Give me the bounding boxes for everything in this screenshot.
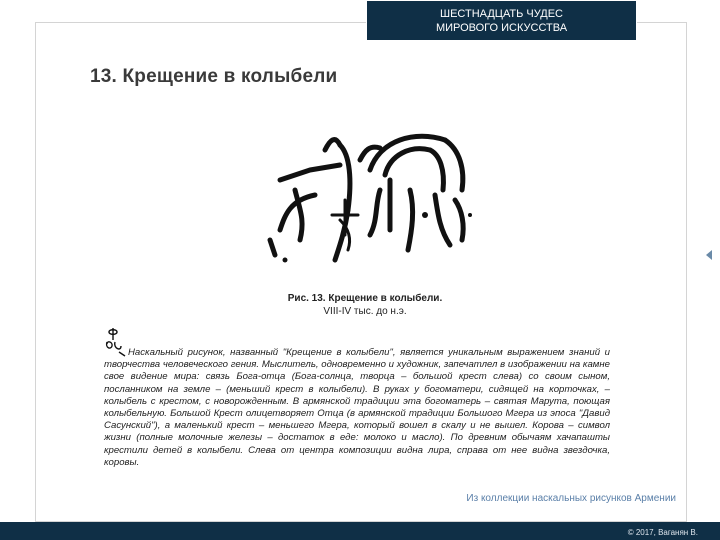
slide-title: 13. Крещение в колыбели xyxy=(90,66,338,87)
collection-note: Из коллекции наскальных рисунков Армении xyxy=(466,493,676,504)
figure-caption xyxy=(250,292,480,318)
caption-title: Рис. 13. Крещение в колыбели. xyxy=(287,293,443,304)
copyright-text: © 2017, Ваганян В. xyxy=(627,528,698,537)
caption-date: VIII-IV тыс. до н.э. xyxy=(323,306,407,317)
header-line-1: ШЕСТНАДЦАТЬ ЧУДЕС xyxy=(440,8,563,20)
description-paragraph: Наскальный рисунок, названный "Крещение в колыбели", является уникальным выражением знаний и творчества человеческого гения. Мыслитель, одновременно и художник, запечатлел в изображении на камне свое видение мира: связь Бога-отца (Бога-солнца, творца – большой крест слева) со своим сыном, посланником на земле – (меньший крест в колыбели). В руках у богоматери, сидящей на корточках, – колыбель с крестом, с новорожденным. В армянской традиции эта богоматерь – святая Марута, поющая колыбельную. Большой Крест олицетворяет Отца (в армянской традиции Большого Мгера из эпоса "Давид Сасунский"), а маленький крест – меньшего Мгера, который вошел в скалу и не вышел. Корова – символ жизни (полные молочные железы – достаток в еде: молоко и масло). По древним обычаям хачапашты крестили детей в колыбели. Слева от центра композиции видна лира, справа от нее видна звездочка, коровы. xyxy=(104,347,610,468)
nav-arrow-icon[interactable] xyxy=(706,250,712,260)
header-line-2: МИРОВОГО ИСКУССТВА xyxy=(435,22,568,34)
petroglyph-illustration xyxy=(240,120,480,280)
footer-band xyxy=(0,522,720,540)
header-banner xyxy=(366,0,637,41)
